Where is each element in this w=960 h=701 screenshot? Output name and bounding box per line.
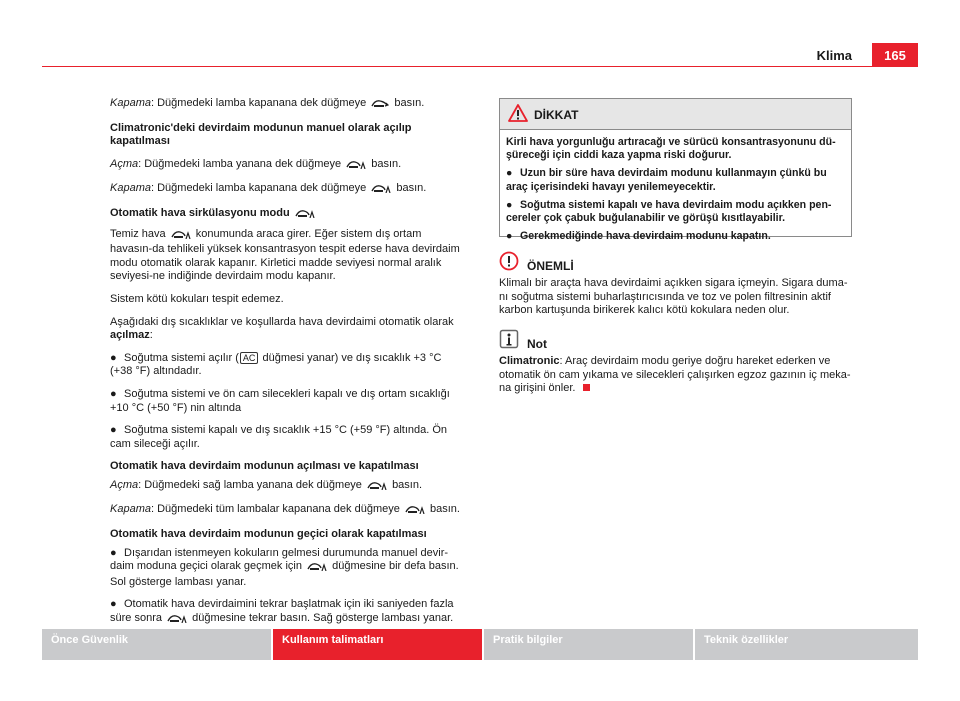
paragraph-odor: Sistem kötü kokuları tespit edemez. <box>110 292 284 305</box>
paragraph-close: Kapama: Düğmedeki lamba kapanana dek düğmeye basın. <box>110 97 466 113</box>
warning-triangle-icon <box>508 104 528 127</box>
paragraph-close-3: Kapama: Düğmedeki tüm lambalar kapanana dek düğmeye basın. <box>110 503 466 519</box>
auto-recirculation-icon <box>295 209 315 223</box>
heading-temporary-off: Otomatik hava devirdaim modunun geçici olarak kapatılması <box>110 528 427 541</box>
footer-tab-safety[interactable]: Önce Güvenlik <box>42 629 271 660</box>
list-item: ● Gerekmediğinde hava devirdaim modunu kapatın. <box>506 230 771 243</box>
footer-tab-operation[interactable]: Kullanım talimatları <box>273 629 482 660</box>
heading-auto-on-off: Otomatik hava devirdaim modunun açılması ve kapatılması <box>110 460 419 473</box>
auto-recirculation-icon <box>367 481 387 495</box>
important-section <box>499 251 855 318</box>
warning-title: DİKKAT <box>534 108 579 122</box>
list-item: ● Soğutma sistemi açılır ( AC düğmesi yanar) ve dış sıcaklık +3 °C (+38 °F) altındadır. <box>110 351 442 378</box>
warning-header <box>500 99 851 130</box>
warning-body: Kirli hava yorgunluğu artıracağı ve sürücü konsantrasyonunu dü-şüreceği için ciddi kaza yapma riski doğurur. ● Uzun bir süre hava devirdaim modunu kullanmayın çünkü bu araç içerisindeki havayı yenilemeyecektir. ● Soğutma sistemi kapalı ve hava devirdaim modu açıkken pen-cereler çok çabuk buğulanabilir ve görüşü kısıtlayabilir. ● Gerekmediğinde hava devirdaim modunu kapatın. <box>500 130 851 243</box>
note-title: Not <box>527 337 547 351</box>
ac-button-icon: AC <box>240 352 259 364</box>
heading-manual-recirculation: Climatronic'deki devirdaim modunun manuel olarak açılıp kapatılması <box>110 121 412 148</box>
paragraph-open: Açma: Düğmedeki lamba yanana dek düğmeye basın. <box>110 158 466 174</box>
paragraph-open-2: Açma: Düğmedeki sağ lamba yanana dek düğmeye basın. <box>110 479 466 495</box>
auto-recirculation-icon <box>171 230 191 244</box>
header-rule <box>42 66 918 67</box>
page-title: Klima <box>816 48 852 63</box>
auto-recirculation-icon <box>346 160 366 174</box>
air-recirculation-icon <box>371 99 389 113</box>
note-icon <box>499 329 519 354</box>
page-number: 165 <box>872 43 918 67</box>
paragraph-close-2: Kapama: Düğmedeki lamba kapanana dek düğmeye basın. <box>110 182 466 198</box>
footer-tab-practical[interactable]: Pratik bilgiler <box>484 629 693 660</box>
important-title: ÖNEMLİ <box>527 259 574 273</box>
important-text: Klimalı bir araçta hava devirdaimi açıkken sigara içmeyin. Sigara duma-nı soğutma sistemi buharlaştırıcısında ve toz ve polen filtresinin aktif karbon kartuşunda birikerek kalıcı kötü kokulara neden olur. <box>499 277 848 317</box>
warning-box <box>499 98 852 243</box>
list-item: ● Soğutma sistemi kapalı ve hava devirdaim modu açıkken pen-cereler çok çabuk buğulanabilir ve görüşü kısıtlayabilir. <box>506 198 832 225</box>
list-item: ● Dışarıdan istenmeyen kokuların gelmesi durumunda manuel devir-daim moduna geçici olarak geçmek için düğmesine bir defa basın. Sol gösterge lambası yanar. <box>110 546 459 588</box>
list-item: ● Soğutma sistemi ve ön cam silecekleri kapalı ve dış ortam sıcaklığı +10 °C (+50 °F) nin altında <box>110 387 450 414</box>
auto-recirculation-icon <box>307 562 327 576</box>
auto-recirculation-icon <box>167 614 187 628</box>
auto-recirculation-icon <box>405 505 425 519</box>
heading-auto-recirculation: Otomatik hava sirkülasyonu modu <box>110 207 466 223</box>
left-column <box>110 97 466 637</box>
note-text: Climatronic: Araç devirdaim modu geriye doğru hareket ederken ve otomatik ön cam yıkama ve silecekleri çalışırken egzoz gazının iç meka-na girişini önler. <box>499 355 851 395</box>
footer-tab-technical[interactable]: Teknik özellikler <box>695 629 918 660</box>
list-item: ● Uzun bir süre hava devirdaim modunu kullanmayın çünkü bu araç içerisindeki havayı yenilemeyecektir. <box>506 167 827 193</box>
paragraph-conditions: Aşağıdaki dış sıcaklıklar ve koşullarda hava devirdaimi otomatik olarak açılmaz: <box>110 315 454 342</box>
auto-recirculation-icon <box>371 184 391 198</box>
section-end-marker <box>583 384 590 391</box>
paragraph-fresh-air: Temiz hava konumunda araca girer. Eğer sistem dış ortam havasın-da tehlikeli yüksek konsantrasyon tespit ederse hava devirdaim modu otomatik olarak kapanır. Kirletici madde seviyesi normal aralık seviyesi-ne indiğinde devirdaim modu kapanır. <box>110 227 460 283</box>
note-section <box>499 329 855 396</box>
list-item: ● Otomatik hava devirdaimini tekrar başlatmak için iki saniyeden fazla süre sonra düğmesine tekrar basın. Sağ gösterge lambası yanar. <box>110 598 466 627</box>
footer-navigation <box>42 629 918 660</box>
important-circle-icon <box>499 251 519 276</box>
list-item: ● Soğutma sistemi kapalı ve dış sıcaklık +15 °C (+59 °F) altında. Ön cam sileceği açılır. <box>110 424 448 450</box>
